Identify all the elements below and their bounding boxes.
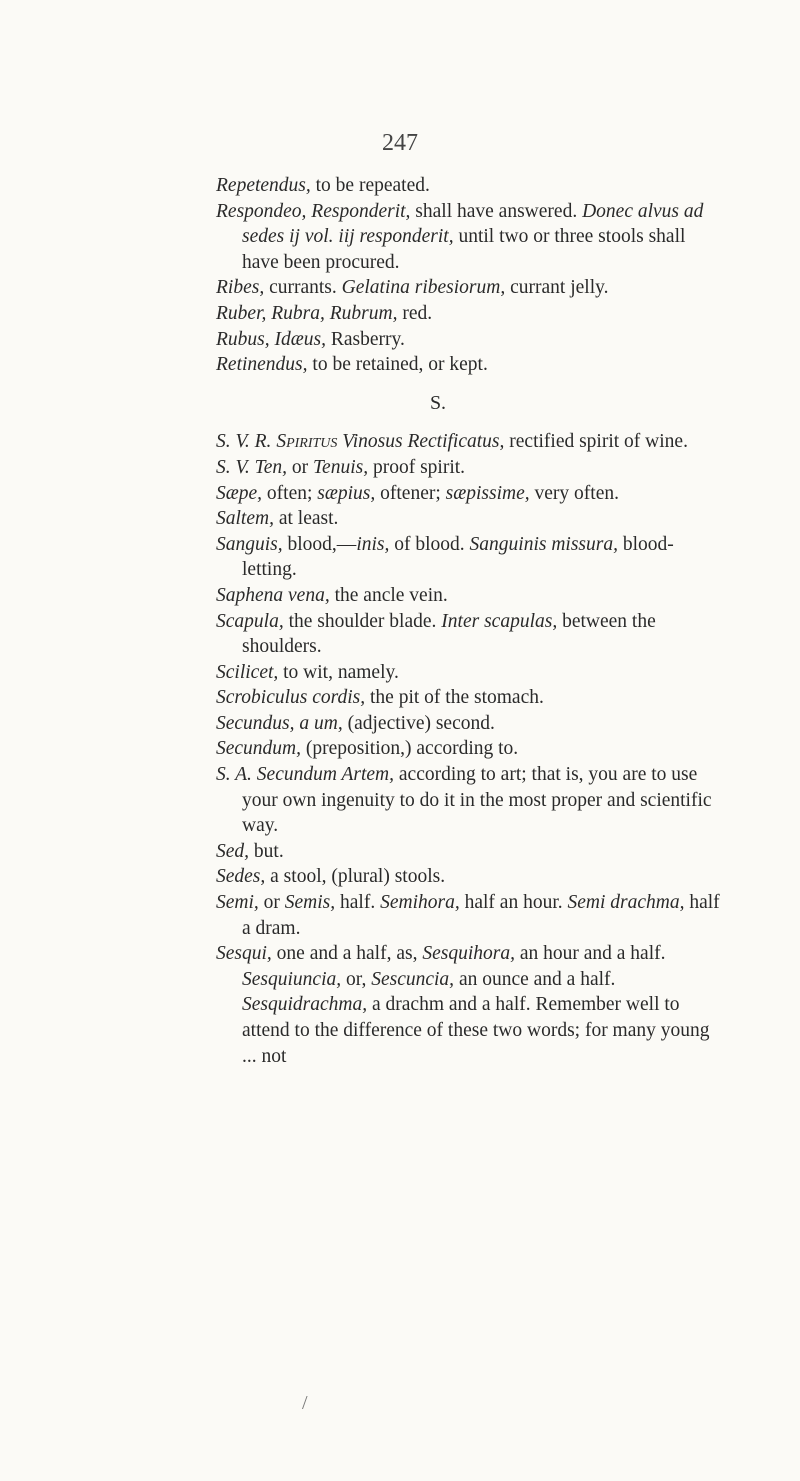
entry-definition: Rasberry. <box>325 328 405 350</box>
entry-definition: until two or three stools shall have been procured. <box>242 226 686 273</box>
entry-term: sæpius, <box>317 482 376 504</box>
entry-definition: to wit, namely. <box>278 661 399 683</box>
entry <box>0 685 800 711</box>
entry-term: Scrobiculus cordis, <box>216 687 366 709</box>
entry <box>0 327 800 353</box>
entry <box>0 455 800 481</box>
entry-term: Sesquihora, <box>422 943 515 965</box>
entry-term: Semihora, <box>380 892 460 914</box>
entry-term: Inter scapulas, <box>441 610 558 632</box>
entry <box>0 506 800 532</box>
entry <box>0 532 800 583</box>
entry-definition: red. <box>397 302 433 324</box>
entry-term: Retinendus, <box>216 354 308 376</box>
entry-definition: a drachm and a half. Remember well to attend to the difference of these two words; for many young ... not <box>242 994 710 1067</box>
section-heading: S. <box>429 391 447 414</box>
entry <box>0 429 800 455</box>
entry-term: Semis, <box>284 892 336 914</box>
entry-term: inis, <box>356 533 390 555</box>
entry-term: Scilicet, <box>216 661 279 683</box>
entry <box>0 583 800 609</box>
entry-term: Repetendus, <box>216 175 311 196</box>
page-number: 247 <box>382 130 418 156</box>
entry-definition: half a dram. <box>242 892 720 939</box>
entry-term: sæpissime, <box>445 482 530 504</box>
entry-definition: the ancle vein. <box>329 584 448 606</box>
entry-definition: between the shoulders. <box>242 610 656 658</box>
entry-definition: the pit of the stomach. <box>365 687 544 709</box>
entry <box>0 711 800 737</box>
entry-definition: very often. <box>529 482 619 504</box>
entry-definition: oftener; <box>375 482 446 504</box>
entry-definition: or <box>286 456 313 478</box>
entry-term: Secundus, a um, <box>216 712 343 734</box>
entry-term: Sanguinis missura, <box>469 533 618 555</box>
entry-definition: (preposition,) according to. <box>301 738 519 760</box>
entry-definition: proof spirit. <box>368 456 466 478</box>
entry-definition: rectified spirit of wine. <box>504 431 688 453</box>
entry-term: Ribes, <box>216 277 265 299</box>
entry-definition: but. <box>249 840 284 862</box>
entry <box>0 301 800 327</box>
entry-definition: shall have answered. <box>410 200 583 222</box>
entry-definition: according to art; that is, you are to use your own ingenuity to do it in the most proper and scientific way. <box>242 764 712 837</box>
entry-term: Sanguis, <box>216 533 283 555</box>
entry-definition: half. <box>335 892 381 914</box>
entry-term: Sesqui, <box>216 943 272 965</box>
entry-definition: of blood. <box>389 533 470 555</box>
entry-definition: an hour and a half. <box>514 943 666 965</box>
entry <box>0 199 800 276</box>
entry-term: Saphena vena, <box>216 584 330 606</box>
entry-term: Spiritus <box>276 431 338 453</box>
entry-term: S. V. Ten, <box>216 456 287 478</box>
entry-definition: a stool, (plural) stools. <box>265 866 446 888</box>
entry-term: Saltem, <box>216 508 274 530</box>
entry-definition: half an hour. <box>459 892 568 914</box>
entry-definition: currants. <box>264 277 342 299</box>
entry <box>0 352 800 378</box>
entry <box>0 762 800 839</box>
entry-definition: or <box>258 892 285 914</box>
entry-term: Semi drachma, <box>567 892 685 914</box>
entry <box>0 736 800 762</box>
entry-term: Sedes, <box>216 866 266 888</box>
entry-term: Scapula, <box>216 610 284 632</box>
entry-term: S. A. Secundum Artem, <box>216 764 395 786</box>
entry-definition: an ounce and a half. <box>454 968 616 990</box>
entry-term: Tenuis, <box>312 456 369 478</box>
entry-term: Sesquiuncia, <box>242 968 342 990</box>
entry-term: Sed, <box>216 840 250 862</box>
entry-term: Semi, <box>216 892 259 914</box>
entry <box>0 609 800 660</box>
entry-definition: at least. <box>273 508 339 530</box>
entry <box>0 941 800 1069</box>
entry-term: Respondeo, Responderit, <box>216 200 411 222</box>
entry-term: Rubus, Idæus, <box>216 328 326 350</box>
entry-term: Sescuncia, <box>371 968 455 990</box>
entry-term: Sæpe, <box>216 482 263 504</box>
page-mark: / <box>302 1392 308 1414</box>
entry-definition: blood-letting. <box>242 533 674 581</box>
entry-definition: to be retained, or kept. <box>307 354 488 376</box>
entry-definition: (adjective) second. <box>342 712 495 734</box>
entry-definition: the shoulder blade. <box>283 610 442 632</box>
entry <box>0 864 800 890</box>
entry <box>0 173 800 199</box>
entry-definition: or, <box>341 968 372 990</box>
glossary-entries <box>0 173 800 1069</box>
entry-term: Secundum, <box>216 738 302 760</box>
entry-term: Ruber, Rubra, Rubrum, <box>216 302 398 324</box>
entry-term: S. V. R. <box>216 431 272 453</box>
entry-definition: blood,— <box>282 533 357 555</box>
entry-term: Vinosus Rectificatus, <box>342 431 505 453</box>
entry <box>0 660 800 686</box>
entry <box>0 481 800 507</box>
entry-definition: often; <box>262 482 318 504</box>
entry-term: Sesquidrachma, <box>242 994 368 1016</box>
entry-definition: one and a half, as, <box>271 943 423 965</box>
entry-term: Gelatina ribesiorum, <box>341 277 506 299</box>
entry-definition: to be repeated. <box>310 175 430 196</box>
entry <box>0 275 800 301</box>
entry-example: Donec alvus ad sedes ij vol. iij responderit, <box>242 200 704 248</box>
entry <box>0 890 800 941</box>
entry-definition: currant jelly. <box>505 277 609 299</box>
entry <box>0 839 800 865</box>
